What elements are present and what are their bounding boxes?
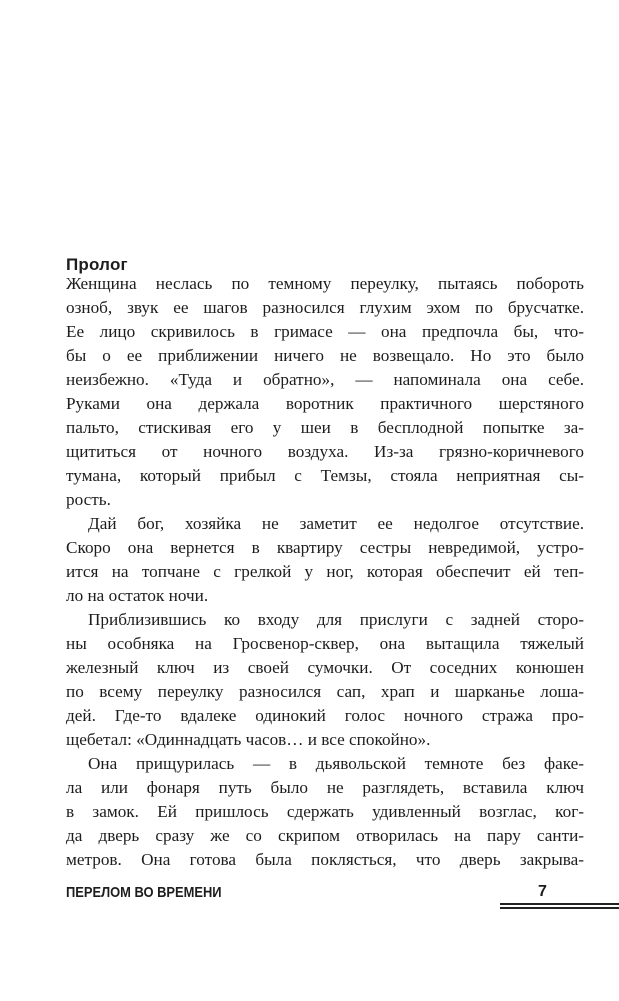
text-line: щититься от ночного воздуха. Из-за грязно-коричневого (66, 442, 584, 461)
text-line: Ее лицо скривилось в гримасе — она предпочла бы, что- (66, 322, 584, 341)
text-line: Скоро она вернется в квартиру сестры невредимой, устро- (66, 538, 584, 557)
text-line: неизбежно. «Туда и обратно», — напоминала она себе. (66, 370, 584, 389)
text-line: Женщина неслась по темному переулку, пытаясь побороть (66, 274, 584, 293)
text-line: тумана, который прибыл с Темзы, стояла неприятная сы- (66, 466, 584, 485)
text-line: рость. (66, 490, 111, 509)
text-line: ло на остаток ночи. (66, 586, 209, 605)
text-line: ны особняка на Гросвенор-сквер, она вытащила тяжелый (66, 634, 584, 653)
footer-rule (500, 903, 619, 905)
text-line: по всему переулку разносился сап, храп и шарканье лоша- (66, 682, 584, 701)
text-line: Руками она держала воротник практичного шерстяного (66, 394, 584, 413)
chapter-title: Пролог (66, 255, 128, 274)
text-line: ится на топчане с грелкой у ног, которая обеспечит ей теп- (66, 562, 584, 581)
text-line: Приблизившись ко входу для прислуги с задней сторо- (88, 610, 584, 629)
text-line: пальто, стискивая его у шеи в бесплодной попытке за- (66, 418, 584, 437)
text-line: да дверь сразу же со скрипом отворилась на пару санти- (66, 826, 584, 845)
text-line: ла или фонаря путь было не разглядеть, вставила ключ (66, 778, 584, 797)
text-line: Дай бог, хозяйка не заметит ее недолгое отсутствие. (88, 514, 584, 533)
text-line: дей. Где-то вдалеке одинокий голос ночного стража про- (66, 706, 584, 725)
text-line: в замок. Ей пришлось сдержать удивленный возглас, ког- (66, 802, 584, 821)
text-line: метров. Она готова была поклясться, что дверь закрыва- (66, 850, 584, 869)
footer-rule (500, 907, 619, 909)
body-text (66, 272, 584, 872)
page-number: 7 (538, 883, 547, 900)
text-line: озноб, звук ее шагов разносился глухим эхом по брусчатке. (66, 298, 584, 317)
text-line: Она прищурилась — в дьявольской темноте без факе- (88, 754, 584, 773)
running-footer-title: ПЕРЕЛОМ ВО ВРЕМЕНИ (66, 884, 222, 901)
text-line: бы о ее приближении ничего не возвещало. Но это было (66, 346, 584, 365)
text-line: щебетал: «Одиннадцать часов… и все спокойно». (66, 730, 431, 749)
text-line: железный ключ из своей сумочки. От соседних конюшен (66, 658, 584, 677)
